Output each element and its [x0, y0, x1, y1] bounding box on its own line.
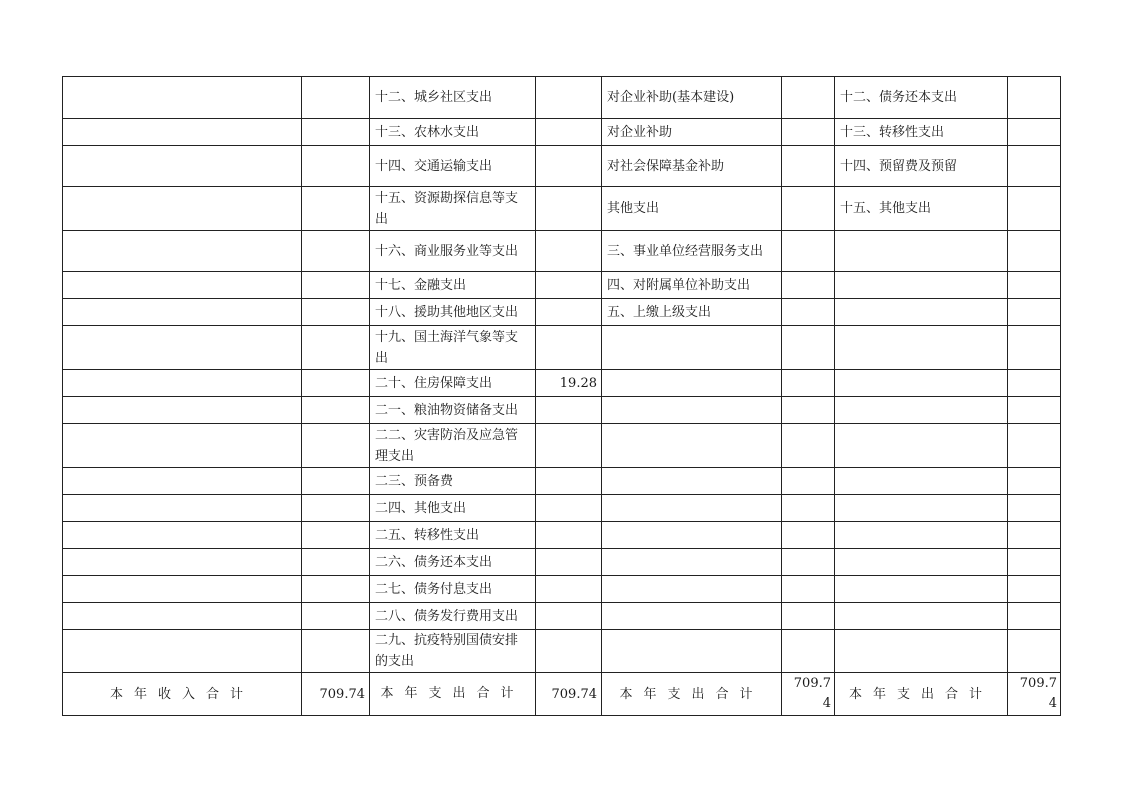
- expense-gov-amount-cell: [1008, 549, 1061, 576]
- expense-gov-amount-cell: [1008, 522, 1061, 549]
- income-amount-cell: [302, 146, 370, 187]
- income-item-cell: [63, 468, 302, 495]
- expense-gov-amount-cell: [1008, 495, 1061, 522]
- expense-function-item-cell: 二一、粮油物资储备支出: [370, 397, 536, 424]
- expense-economic-item-cell: [602, 603, 782, 630]
- table-row: [63, 468, 1061, 495]
- expense-gov-amount-cell: [1008, 299, 1061, 326]
- expense-economic-item-cell: [602, 495, 782, 522]
- expense-gov-item-cell: [835, 630, 1008, 673]
- expense-economic-amount-cell: [782, 370, 835, 397]
- table-row: [63, 495, 1061, 522]
- expense-function-amount-cell: [536, 326, 602, 370]
- income-amount-cell: [302, 603, 370, 630]
- expense-function-item-cell: 二四、其他支出: [370, 495, 536, 522]
- income-item-cell: [63, 424, 302, 468]
- table-row: [63, 397, 1061, 424]
- expense-function-item-cell: 十六、商业服务业等支出: [370, 231, 536, 272]
- income-item-cell: [63, 495, 302, 522]
- expense-gov-amount-cell: [1008, 231, 1061, 272]
- expense-gov-item-cell: [835, 370, 1008, 397]
- income-item-cell: [63, 272, 302, 299]
- expense-economic-amount-cell: [782, 424, 835, 468]
- expense-gov-amount-cell: [1008, 468, 1061, 495]
- expense-economic-amount-cell: [782, 522, 835, 549]
- budget-table: [62, 76, 1061, 716]
- expense-function-item-cell: 二五、转移性支出: [370, 522, 536, 549]
- expense-economic-item-cell: [602, 468, 782, 495]
- expense-economic-amount-cell: [782, 299, 835, 326]
- expense-economic-amount-cell: [782, 77, 835, 119]
- expense-function-item-cell: 十三、农林水支出: [370, 119, 536, 146]
- expense-economic-amount-cell: [782, 576, 835, 603]
- total-expense-value-2: 709.74: [782, 673, 835, 716]
- expense-economic-amount-cell: [782, 468, 835, 495]
- income-item-cell: [63, 522, 302, 549]
- expense-function-item-cell: 二八、债务发行费用支出: [370, 603, 536, 630]
- expense-gov-item-cell: [835, 424, 1008, 468]
- table-row: [63, 326, 1061, 370]
- table-row: [63, 370, 1061, 397]
- income-amount-cell: [302, 549, 370, 576]
- expense-gov-amount-cell: [1008, 187, 1061, 231]
- expense-gov-item-cell: [835, 549, 1008, 576]
- income-amount-cell: [302, 231, 370, 272]
- expense-function-amount-cell: [536, 272, 602, 299]
- income-amount-cell: [302, 326, 370, 370]
- income-item-cell: [63, 119, 302, 146]
- total-expense-value-1: 709.74: [536, 673, 602, 716]
- expense-function-item-cell: 十七、金融支出: [370, 272, 536, 299]
- expense-gov-amount-cell: [1008, 326, 1061, 370]
- expense-economic-item-cell: [602, 326, 782, 370]
- expense-gov-amount-cell: [1008, 603, 1061, 630]
- expense-function-amount-cell: [536, 231, 602, 272]
- expense-function-amount-cell: [536, 397, 602, 424]
- expense-gov-amount-cell: [1008, 576, 1061, 603]
- total-expense-value-3: 709.74: [1008, 673, 1061, 716]
- expense-gov-item-cell: [835, 272, 1008, 299]
- totals-row: [63, 673, 1061, 716]
- table-row: [63, 630, 1061, 673]
- income-item-cell: [63, 187, 302, 231]
- table-row: [63, 231, 1061, 272]
- expense-function-amount-cell: [536, 603, 602, 630]
- expense-function-item-cell: 二六、债务还本支出: [370, 549, 536, 576]
- expense-economic-item-cell: 五、上缴上级支出: [602, 299, 782, 326]
- expense-function-amount-cell: [536, 77, 602, 119]
- expense-function-amount-cell: [536, 187, 602, 231]
- income-item-cell: [63, 146, 302, 187]
- expense-gov-item-cell: [835, 397, 1008, 424]
- expense-function-amount-cell: [536, 576, 602, 603]
- table-row: [63, 299, 1061, 326]
- total-expense-label-3: 本年支出合计: [835, 673, 1008, 716]
- expense-function-item-cell: 十八、援助其他地区支出: [370, 299, 536, 326]
- expense-gov-item-cell: [835, 326, 1008, 370]
- expense-function-amount-cell: [536, 424, 602, 468]
- expense-economic-item-cell: [602, 630, 782, 673]
- table-row: [63, 424, 1061, 468]
- income-amount-cell: [302, 119, 370, 146]
- expense-economic-item-cell: [602, 397, 782, 424]
- expense-gov-amount-cell: [1008, 119, 1061, 146]
- total-expense-label-1: 本年支出合计: [370, 673, 536, 716]
- income-amount-cell: [302, 397, 370, 424]
- table-row: [63, 272, 1061, 299]
- expense-economic-item-cell: [602, 370, 782, 397]
- expense-gov-item-cell: 十五、其他支出: [835, 187, 1008, 231]
- table-row: [63, 522, 1061, 549]
- expense-gov-item-cell: [835, 576, 1008, 603]
- expense-economic-item-cell: 其他支出: [602, 187, 782, 231]
- expense-economic-amount-cell: [782, 630, 835, 673]
- income-item-cell: [63, 326, 302, 370]
- income-item-cell: [63, 576, 302, 603]
- expense-economic-item-cell: 对企业补助(基本建设): [602, 77, 782, 119]
- total-income-label: 本年收入合计: [63, 673, 302, 716]
- expense-economic-amount-cell: [782, 549, 835, 576]
- income-amount-cell: [302, 187, 370, 231]
- income-item-cell: [63, 603, 302, 630]
- expense-function-item-cell: 十二、城乡社区支出: [370, 77, 536, 119]
- table-row: [63, 187, 1061, 231]
- expense-gov-item-cell: [835, 522, 1008, 549]
- income-item-cell: [63, 299, 302, 326]
- expense-function-amount-cell: [536, 549, 602, 576]
- expense-economic-item-cell: [602, 424, 782, 468]
- expense-gov-item-cell: [835, 495, 1008, 522]
- income-item-cell: [63, 630, 302, 673]
- expense-function-amount-cell: [536, 299, 602, 326]
- expense-economic-amount-cell: [782, 495, 835, 522]
- expense-gov-item-cell: 十四、预留费及预留: [835, 146, 1008, 187]
- expense-function-amount-cell: [536, 119, 602, 146]
- income-amount-cell: [302, 522, 370, 549]
- expense-gov-item-cell: [835, 603, 1008, 630]
- income-item-cell: [63, 370, 302, 397]
- expense-gov-item-cell: [835, 299, 1008, 326]
- expense-function-item-cell: 二二、灾害防治及应急管理支出: [370, 424, 536, 468]
- expense-economic-amount-cell: [782, 187, 835, 231]
- expense-function-amount-cell: [536, 146, 602, 187]
- expense-economic-item-cell: 四、对附属单位补助支出: [602, 272, 782, 299]
- expense-gov-item-cell: 十三、转移性支出: [835, 119, 1008, 146]
- income-amount-cell: [302, 468, 370, 495]
- expense-function-item-cell: 十四、交通运输支出: [370, 146, 536, 187]
- expense-economic-item-cell: [602, 522, 782, 549]
- expense-gov-amount-cell: [1008, 272, 1061, 299]
- expense-economic-item-cell: [602, 576, 782, 603]
- income-amount-cell: [302, 630, 370, 673]
- expense-economic-item-cell: 三、事业单位经营服务支出: [602, 231, 782, 272]
- expense-function-item-cell: 二九、抗疫特别国债安排的支出: [370, 630, 536, 673]
- table-row: [63, 576, 1061, 603]
- income-amount-cell: [302, 299, 370, 326]
- expense-gov-amount-cell: [1008, 77, 1061, 119]
- table-row: [63, 119, 1061, 146]
- expense-function-amount-cell: [536, 522, 602, 549]
- income-item-cell: [63, 77, 302, 119]
- expense-economic-amount-cell: [782, 272, 835, 299]
- expense-gov-amount-cell: [1008, 630, 1061, 673]
- expense-function-item-cell: 十五、资源勘探信息等支出: [370, 187, 536, 231]
- table-row: [63, 146, 1061, 187]
- income-amount-cell: [302, 576, 370, 603]
- income-amount-cell: [302, 370, 370, 397]
- expense-function-item-cell: 二七、债务付息支出: [370, 576, 536, 603]
- expense-economic-amount-cell: [782, 397, 835, 424]
- total-income-value: 709.74: [302, 673, 370, 716]
- expense-economic-amount-cell: [782, 119, 835, 146]
- expense-gov-amount-cell: [1008, 370, 1061, 397]
- income-item-cell: [63, 549, 302, 576]
- table-row: [63, 549, 1061, 576]
- table-row: [63, 603, 1061, 630]
- expense-function-amount-cell: [536, 630, 602, 673]
- expense-economic-item-cell: 对企业补助: [602, 119, 782, 146]
- expense-function-item-cell: 十九、国土海洋气象等支出: [370, 326, 536, 370]
- expense-economic-item-cell: 对社会保障基金补助: [602, 146, 782, 187]
- expense-function-amount-cell: [536, 495, 602, 522]
- total-expense-label-2: 本年支出合计: [602, 673, 782, 716]
- income-amount-cell: [302, 424, 370, 468]
- expense-economic-item-cell: [602, 549, 782, 576]
- income-item-cell: [63, 231, 302, 272]
- income-amount-cell: [302, 272, 370, 299]
- expense-economic-amount-cell: [782, 231, 835, 272]
- expense-economic-amount-cell: [782, 603, 835, 630]
- income-item-cell: [63, 397, 302, 424]
- expense-economic-amount-cell: [782, 326, 835, 370]
- expense-function-item-cell: 二三、预备费: [370, 468, 536, 495]
- expense-gov-amount-cell: [1008, 397, 1061, 424]
- expense-function-amount-cell: [536, 468, 602, 495]
- expense-economic-amount-cell: [782, 146, 835, 187]
- income-amount-cell: [302, 495, 370, 522]
- table-row: [63, 77, 1061, 119]
- income-amount-cell: [302, 77, 370, 119]
- expense-function-amount-cell: 19.28: [536, 370, 602, 397]
- expense-gov-amount-cell: [1008, 146, 1061, 187]
- expense-gov-item-cell: [835, 231, 1008, 272]
- expense-function-item-cell: 二十、住房保障支出: [370, 370, 536, 397]
- expense-gov-amount-cell: [1008, 424, 1061, 468]
- expense-gov-item-cell: [835, 468, 1008, 495]
- expense-gov-item-cell: 十二、债务还本支出: [835, 77, 1008, 119]
